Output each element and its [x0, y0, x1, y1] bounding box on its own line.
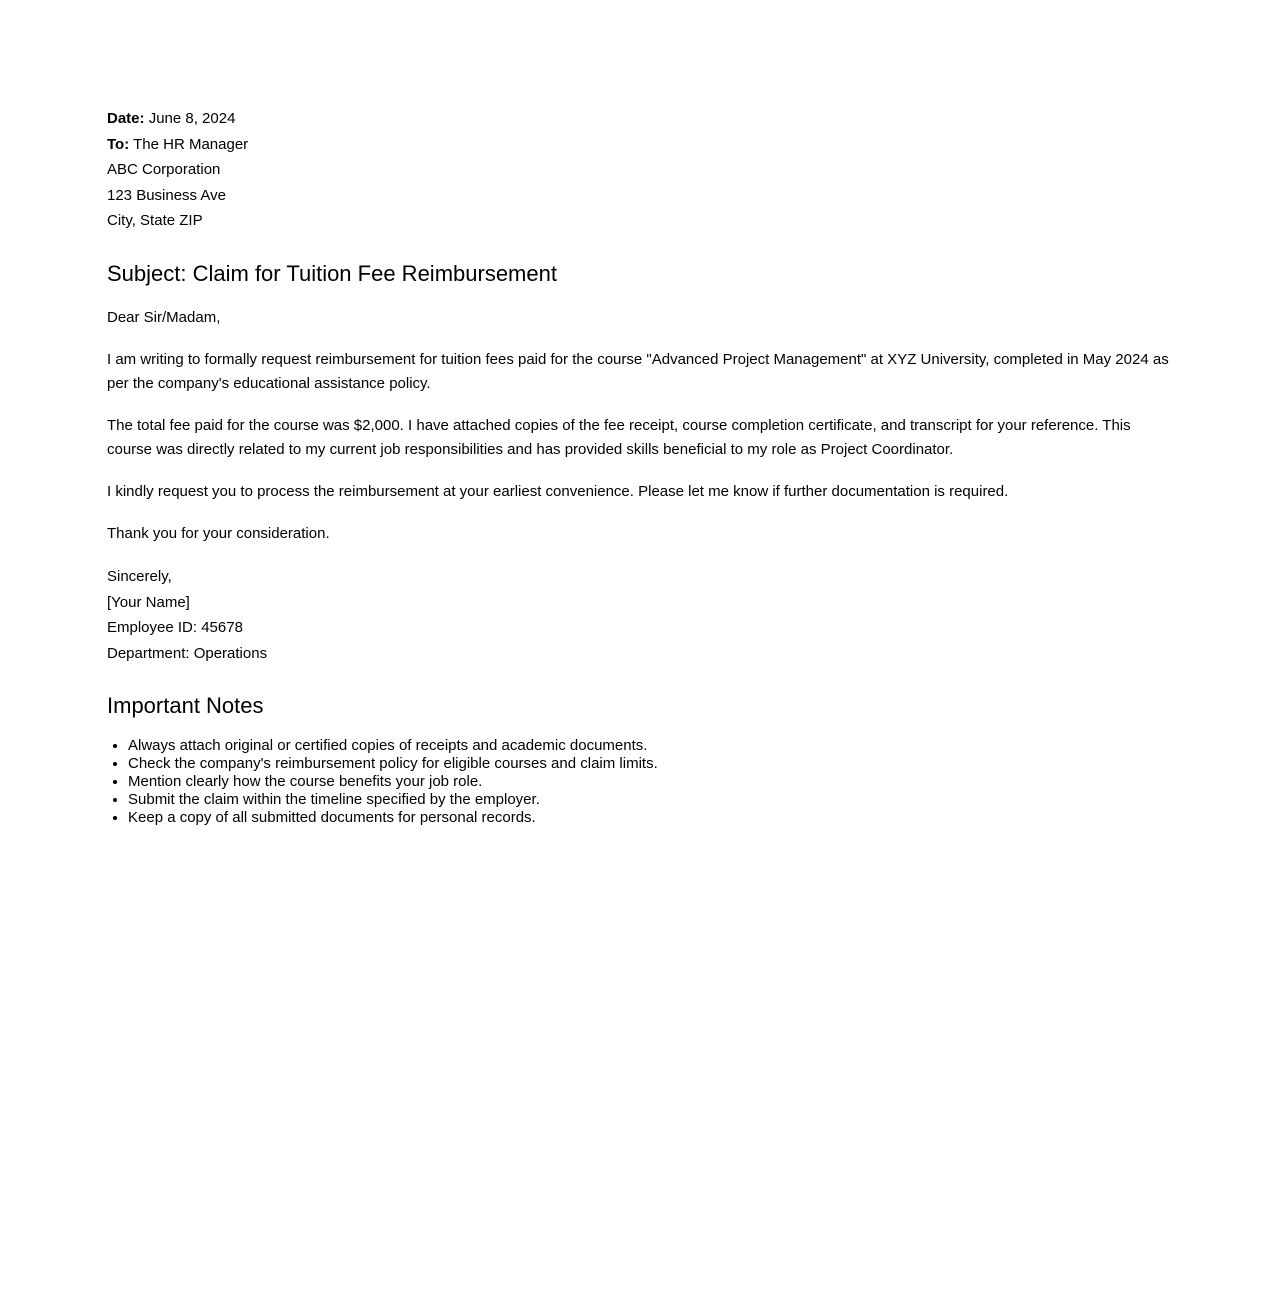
note-item: • Keep a copy of all submitted documents for personal records.	[128, 809, 1171, 827]
signature-department: Department: Operations	[107, 644, 268, 662]
signature-name: [Your Name]	[107, 593, 190, 611]
date-label: Date:	[107, 110, 145, 127]
address-line-company: ABC Corporation	[107, 161, 221, 178]
date-line	[107, 106, 1171, 132]
note-item: • Mention clearly how the course benefits your job role.	[128, 773, 1171, 791]
address-line-street: 123 Business Ave	[107, 186, 226, 204]
paragraph-request: I am writing to formally request reimbursement for tuition fees paid for the course "Advanced Project Management" at XYZ University, completed in May 2024 as per the company's educational assistance policy.	[107, 351, 1169, 393]
paragraph-thanks: Thank you for your consideration.	[107, 525, 330, 543]
notes-heading: Important Notes	[107, 693, 264, 719]
note-item: • Check the company's reimbursement policy for eligible courses and claim limits.	[128, 755, 1171, 773]
note-item: • Always attach original or certified copies of receipts and academic documents.	[128, 737, 1171, 755]
letter-header-block	[107, 106, 1171, 234]
subject-heading: Subject: Claim for Tuition Fee Reimbursement	[107, 260, 557, 286]
to-value: The HR Manager	[133, 135, 249, 153]
signature-block	[107, 564, 1171, 666]
address-line-city: City, State ZIP	[107, 212, 203, 229]
to-label: To:	[107, 135, 130, 153]
letter-document	[107, 0, 1171, 827]
salutation: Dear Sir/Madam,	[107, 309, 221, 327]
paragraph-fee-details: The total fee paid for the course was $2,000. I have attached copies of the fee receipt, course completion certificate, and transcript for your reference. This course was directly related to my current job responsibilities and has provided skills beneficial to my role as Project Coordinator.	[107, 417, 1131, 459]
signature-employee-id: Employee ID: 45678	[107, 619, 243, 637]
notes-list	[107, 737, 1171, 827]
signature-closing: Sincerely,	[107, 568, 172, 586]
date-value: June 8, 2024	[148, 110, 236, 127]
note-item: • Submit the claim within the timeline specified by the employer.	[128, 791, 1171, 809]
paragraph-process-request: I kindly request you to process the reimbursement at your earliest convenience. Please let me know if further documentation is required.	[107, 483, 1009, 501]
recipient-line	[107, 132, 1171, 158]
